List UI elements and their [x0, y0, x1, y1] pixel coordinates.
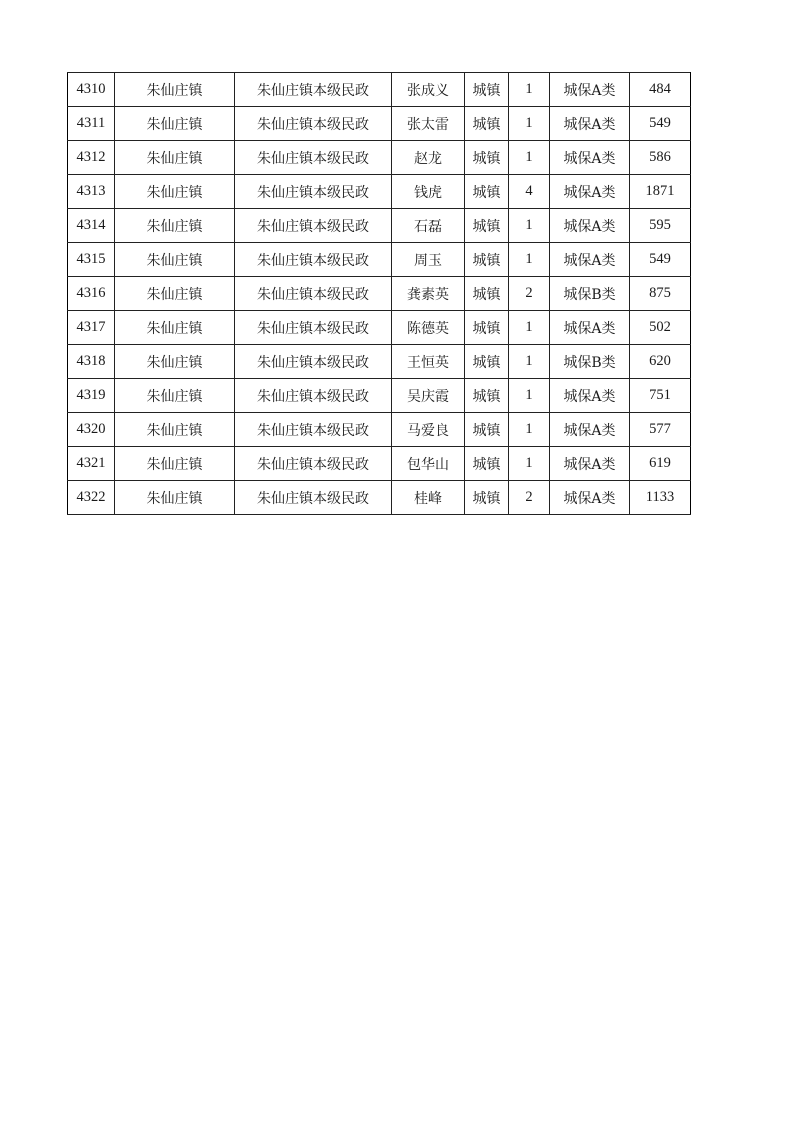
row-id-cell: 4317: [68, 311, 115, 345]
household-count-cell: 1: [509, 311, 550, 345]
area-type-cell: 城镇: [465, 481, 509, 515]
row-id-cell: 4318: [68, 345, 115, 379]
row-id-cell: 4310: [68, 73, 115, 107]
area-type-cell: 城镇: [465, 73, 509, 107]
amount-cell: 1871: [630, 175, 691, 209]
person-name-cell: 马爱良: [392, 413, 465, 447]
amount-cell: 586: [630, 141, 691, 175]
benefit-category-cell: 城保A类: [550, 481, 630, 515]
table-row: [68, 141, 691, 175]
row-id-cell: 4312: [68, 141, 115, 175]
person-name-cell: 张太雷: [392, 107, 465, 141]
unit-cell: 朱仙庄镇本级民政: [235, 209, 392, 243]
town-cell: 朱仙庄镇: [115, 209, 235, 243]
person-name-cell: 赵龙: [392, 141, 465, 175]
household-count-cell: 1: [509, 379, 550, 413]
area-type-cell: 城镇: [465, 447, 509, 481]
town-cell: 朱仙庄镇: [115, 277, 235, 311]
household-count-cell: 1: [509, 413, 550, 447]
table-row: [68, 413, 691, 447]
person-name-cell: 张成义: [392, 73, 465, 107]
benefit-category-cell: 城保A类: [550, 209, 630, 243]
town-cell: 朱仙庄镇: [115, 447, 235, 481]
area-type-cell: 城镇: [465, 379, 509, 413]
table-row: [68, 175, 691, 209]
amount-cell: 502: [630, 311, 691, 345]
amount-cell: 577: [630, 413, 691, 447]
person-name-cell: 陈德英: [392, 311, 465, 345]
town-cell: 朱仙庄镇: [115, 243, 235, 277]
area-type-cell: 城镇: [465, 243, 509, 277]
row-id-cell: 4319: [68, 379, 115, 413]
benefit-category-cell: 城保A类: [550, 447, 630, 481]
household-count-cell: 4: [509, 175, 550, 209]
person-name-cell: 包华山: [392, 447, 465, 481]
amount-cell: 484: [630, 73, 691, 107]
person-name-cell: 王恒英: [392, 345, 465, 379]
benefit-category-cell: 城保B类: [550, 345, 630, 379]
town-cell: 朱仙庄镇: [115, 413, 235, 447]
person-name-cell: 龚素英: [392, 277, 465, 311]
benefit-category-cell: 城保A类: [550, 175, 630, 209]
household-count-cell: 2: [509, 481, 550, 515]
benefit-category-cell: 城保A类: [550, 243, 630, 277]
person-name-cell: 吴庆霞: [392, 379, 465, 413]
table-row: [68, 73, 691, 107]
town-cell: 朱仙庄镇: [115, 345, 235, 379]
area-type-cell: 城镇: [465, 413, 509, 447]
area-type-cell: 城镇: [465, 345, 509, 379]
row-id-cell: 4320: [68, 413, 115, 447]
household-count-cell: 1: [509, 345, 550, 379]
person-name-cell: 桂峰: [392, 481, 465, 515]
unit-cell: 朱仙庄镇本级民政: [235, 413, 392, 447]
row-id-cell: 4314: [68, 209, 115, 243]
person-name-cell: 周玉: [392, 243, 465, 277]
area-type-cell: 城镇: [465, 209, 509, 243]
person-name-cell: 钱虎: [392, 175, 465, 209]
area-type-cell: 城镇: [465, 277, 509, 311]
benefit-category-cell: 城保A类: [550, 311, 630, 345]
area-type-cell: 城镇: [465, 107, 509, 141]
unit-cell: 朱仙庄镇本级民政: [235, 277, 392, 311]
row-id-cell: 4313: [68, 175, 115, 209]
area-type-cell: 城镇: [465, 175, 509, 209]
town-cell: 朱仙庄镇: [115, 311, 235, 345]
unit-cell: 朱仙庄镇本级民政: [235, 345, 392, 379]
amount-cell: 549: [630, 107, 691, 141]
amount-cell: 619: [630, 447, 691, 481]
unit-cell: 朱仙庄镇本级民政: [235, 243, 392, 277]
household-count-cell: 1: [509, 209, 550, 243]
table-row: [68, 379, 691, 413]
amount-cell: 875: [630, 277, 691, 311]
row-id-cell: 4316: [68, 277, 115, 311]
amount-cell: 595: [630, 209, 691, 243]
household-count-cell: 1: [509, 141, 550, 175]
table-row: [68, 481, 691, 515]
table-row: [68, 345, 691, 379]
row-id-cell: 4311: [68, 107, 115, 141]
table-row: [68, 243, 691, 277]
amount-cell: 751: [630, 379, 691, 413]
town-cell: 朱仙庄镇: [115, 481, 235, 515]
amount-cell: 1133: [630, 481, 691, 515]
table-row: [68, 447, 691, 481]
unit-cell: 朱仙庄镇本级民政: [235, 379, 392, 413]
town-cell: 朱仙庄镇: [115, 379, 235, 413]
unit-cell: 朱仙庄镇本级民政: [235, 175, 392, 209]
row-id-cell: 4315: [68, 243, 115, 277]
household-count-cell: 1: [509, 447, 550, 481]
row-id-cell: 4322: [68, 481, 115, 515]
table-row: [68, 107, 691, 141]
benefit-category-cell: 城保A类: [550, 107, 630, 141]
unit-cell: 朱仙庄镇本级民政: [235, 141, 392, 175]
person-name-cell: 石磊: [392, 209, 465, 243]
benefit-category-cell: 城保A类: [550, 73, 630, 107]
benefit-category-cell: 城保A类: [550, 141, 630, 175]
benefit-category-cell: 城保A类: [550, 379, 630, 413]
row-id-cell: 4321: [68, 447, 115, 481]
town-cell: 朱仙庄镇: [115, 175, 235, 209]
table-row: [68, 311, 691, 345]
recipient-table: [67, 72, 691, 515]
household-count-cell: 1: [509, 107, 550, 141]
benefit-category-cell: 城保A类: [550, 413, 630, 447]
town-cell: 朱仙庄镇: [115, 141, 235, 175]
town-cell: 朱仙庄镇: [115, 107, 235, 141]
area-type-cell: 城镇: [465, 141, 509, 175]
household-count-cell: 1: [509, 73, 550, 107]
unit-cell: 朱仙庄镇本级民政: [235, 73, 392, 107]
town-cell: 朱仙庄镇: [115, 73, 235, 107]
unit-cell: 朱仙庄镇本级民政: [235, 107, 392, 141]
household-count-cell: 2: [509, 277, 550, 311]
unit-cell: 朱仙庄镇本级民政: [235, 311, 392, 345]
unit-cell: 朱仙庄镇本级民政: [235, 481, 392, 515]
amount-cell: 549: [630, 243, 691, 277]
unit-cell: 朱仙庄镇本级民政: [235, 447, 392, 481]
benefit-category-cell: 城保B类: [550, 277, 630, 311]
table-body: [68, 73, 691, 515]
table-row: [68, 209, 691, 243]
area-type-cell: 城镇: [465, 311, 509, 345]
amount-cell: 620: [630, 345, 691, 379]
table-row: [68, 277, 691, 311]
household-count-cell: 1: [509, 243, 550, 277]
